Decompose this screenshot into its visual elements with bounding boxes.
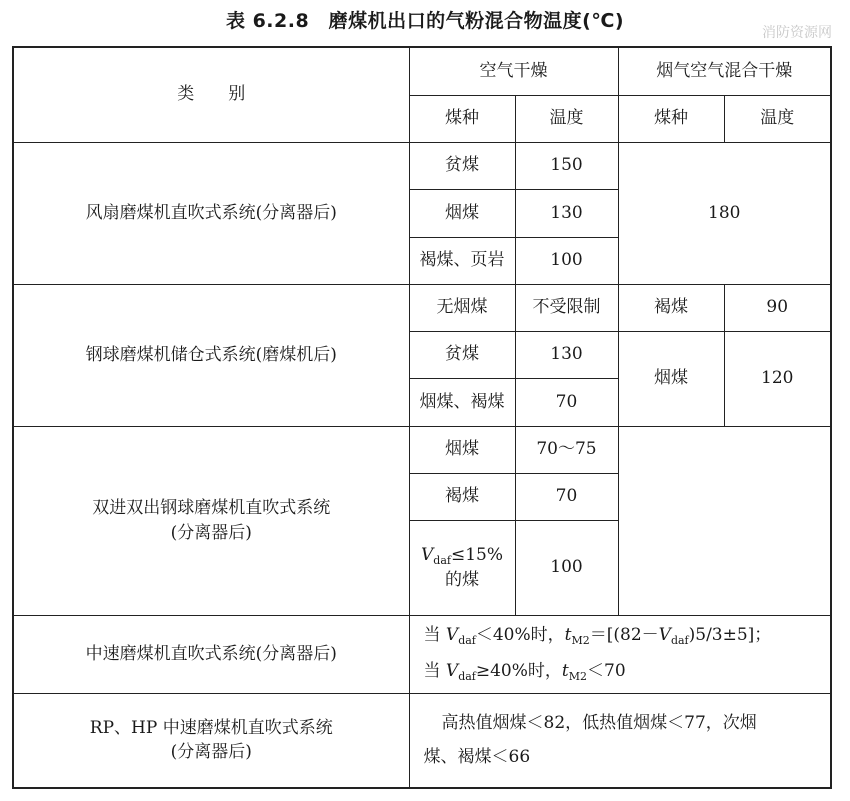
text-line: 煤、褐煤＜66 xyxy=(423,747,531,768)
category-line: (分离器后) xyxy=(170,522,252,543)
mixed-temp-cell: 90 xyxy=(724,284,831,331)
formula-text: t xyxy=(561,661,569,681)
category-rp-hp-mill xyxy=(13,693,409,788)
formula-text: M2 xyxy=(571,634,590,648)
formula-text: ＜40%时， xyxy=(475,625,565,646)
formula-text: M2 xyxy=(568,670,587,683)
temp-cell: 70 xyxy=(515,378,618,426)
table-title: 表 6.2.8 磨煤机出口的气粉混合物温度(℃) xyxy=(225,10,625,32)
temp-cell: 130 xyxy=(515,331,618,378)
table-row xyxy=(13,615,831,693)
table-row xyxy=(13,693,831,788)
table-row xyxy=(13,284,831,331)
table-header-row-1 xyxy=(13,47,831,95)
coal-cell: 无烟煤 xyxy=(409,284,515,331)
mixed-temp-cell: 120 xyxy=(724,331,831,426)
formula-text: ＜70 xyxy=(587,661,626,681)
category-medium-speed-mill: 中速磨煤机直吹式系统(分离器后) xyxy=(13,615,409,693)
formula-line-2 xyxy=(424,654,827,690)
formula-text: daf xyxy=(458,670,476,683)
formula-line-1 xyxy=(424,618,827,654)
category-line: RP、HP 中速磨煤机直吹式系统 xyxy=(89,717,333,738)
table-row xyxy=(13,426,831,473)
header-category: 类 别 xyxy=(13,47,409,142)
temp-cell: 100 xyxy=(515,520,618,615)
temperature-table xyxy=(12,46,832,789)
coal-cell: 褐煤、页岩 xyxy=(409,237,515,284)
header-temperature-2: 温度 xyxy=(724,95,831,142)
coal-cell xyxy=(409,520,515,615)
condition-text: ≤15% xyxy=(450,544,503,565)
coal-condition-line2: 的煤 xyxy=(445,569,479,590)
formula-text: )5/3±5]； xyxy=(688,625,772,646)
mixed-coal-cell: 烟煤 xyxy=(618,331,724,426)
formula-text: V xyxy=(445,625,459,646)
header-temperature-1: 温度 xyxy=(515,95,618,142)
temp-cell: 不受限制 xyxy=(515,284,618,331)
formula-text: daf xyxy=(670,634,689,648)
formula-cell xyxy=(409,615,831,693)
formula-text: ＝[(82－ xyxy=(589,625,659,646)
category-line: (分离器后) xyxy=(170,742,252,763)
category-fan-mill: 风扇磨煤机直吹式系统(分离器后) xyxy=(13,142,409,284)
empty-cell xyxy=(618,426,831,615)
coal-cell: 烟煤、褐煤 xyxy=(409,378,515,426)
temp-cell: 70～75 xyxy=(515,426,618,473)
formula-text: t xyxy=(564,625,572,646)
v-symbol: V xyxy=(421,544,434,565)
header-air-drying: 空气干燥 xyxy=(409,47,618,95)
coal-cell: 贫煤 xyxy=(409,331,515,378)
category-double-ball-mill xyxy=(13,426,409,615)
header-flue-air-drying: 烟气空气混合干燥 xyxy=(618,47,831,95)
mixed-coal-cell: 褐煤 xyxy=(618,284,724,331)
table-row xyxy=(13,142,831,189)
coal-condition xyxy=(414,543,511,568)
rp-hp-text-cell xyxy=(409,693,831,788)
mixed-temp-cell: 180 xyxy=(618,142,831,284)
watermark: 消防资源网 xyxy=(762,25,832,41)
coal-cell: 贫煤 xyxy=(409,142,515,189)
formula-text: V xyxy=(445,661,459,681)
header-coal-type-2: 煤种 xyxy=(618,95,724,142)
formula-text: 当 xyxy=(423,625,446,646)
formula-text: V xyxy=(658,625,671,646)
temp-cell: 130 xyxy=(515,189,618,237)
formula-text: daf xyxy=(458,634,476,648)
header-coal-type-1: 煤种 xyxy=(409,95,515,142)
text-line: 高热值烟煤＜82，低热值烟煤＜77，次烟 xyxy=(441,713,757,734)
category-ball-mill-storage: 钢球磨煤机储仓式系统(磨煤机后) xyxy=(13,284,409,426)
formula-text: ≥40%时， xyxy=(475,661,562,681)
coal-cell: 烟煤 xyxy=(409,189,515,237)
coal-cell: 烟煤 xyxy=(409,426,515,473)
temp-cell: 150 xyxy=(515,142,618,189)
category-line: 双进双出钢球磨煤机直吹式系统 xyxy=(92,497,331,518)
v-subscript: daf xyxy=(433,553,451,567)
formula-text: 当 xyxy=(423,661,446,681)
temp-cell: 100 xyxy=(515,237,618,284)
coal-cell: 褐煤 xyxy=(409,473,515,520)
temp-cell: 70 xyxy=(515,473,618,520)
